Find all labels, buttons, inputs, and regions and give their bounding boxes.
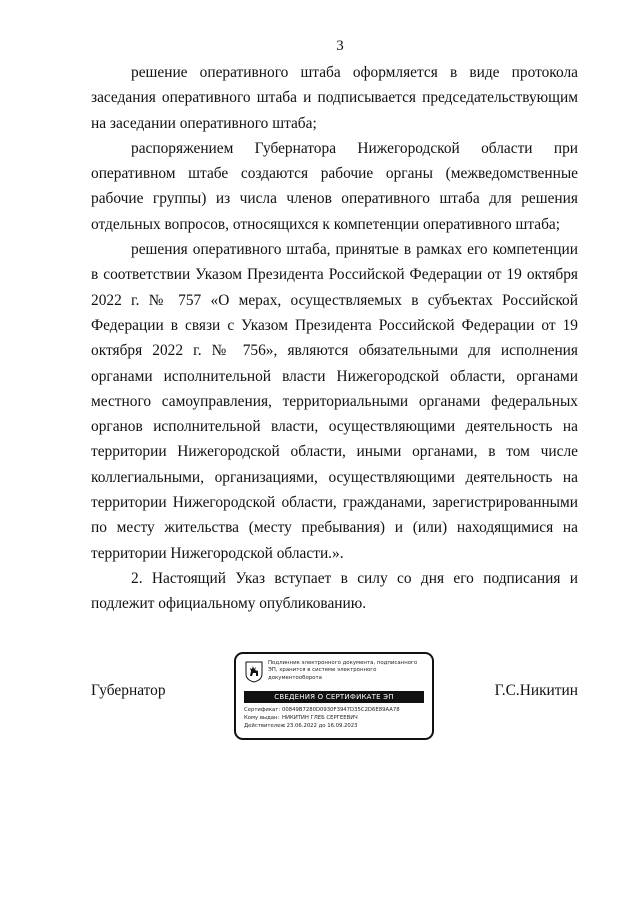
signatory-name: Г.С.Никитин: [494, 682, 578, 699]
nizhny-novgorod-deer-emblem-icon: [245, 661, 263, 683]
signature-block: [0, 650, 640, 750]
paragraph-entry-into-force: 2. Настоящий Указ вступает в силу со дня его подписания и подлежит официальному опубликованию.: [91, 569, 578, 613]
certificate-value: 00849B7280D0930F3947D35C2D6E89AA78: [282, 707, 400, 713]
issued-to-label: Кому выдан:: [244, 714, 280, 721]
signatory-title: Губернатор: [91, 682, 166, 699]
certificate-details: [244, 707, 430, 730]
validity-row: [244, 723, 430, 731]
certificate-label: Сертификат:: [244, 707, 281, 713]
paragraph-mandatory-decisions: решения оперативного штаба, принятые в рамках его компетенции в соответствии Указом Президента Российской Федерации от 19 октября 2022 г. № 757 «О мерах, осуществляемых в субъектах Российской Федерации в связи с Указом Президента Российской Федерации от 19 октября 2022 г. № 756», являются обязательными для исполнения органами исполнительной власти Нижегородской области, органами местного самоуправления, территориальными органами федеральных органов исполнительной власти, осуществляющими деятельность на территории Нижегородской области, иными органами, в том числе коллегиальными, организациями, осуществляющими деятельность на территории Нижегородской области, гражданами, зарегистрированными по месту жительства (месту пребывания) и (или) находящимися на территории Нижегородской области.».: [91, 241, 578, 562]
validity-label: Действителен:: [244, 722, 286, 729]
stamp-banner: СВЕДЕНИЯ О СЕРТИФИКАТЕ ЭП: [244, 691, 424, 703]
certificate-row: [244, 707, 430, 715]
document-body: [91, 60, 578, 617]
issued-to-row: [244, 715, 430, 723]
issued-to-value: НИКИТИН ГЛЕБ СЕРГЕЕВИЧ: [282, 714, 358, 721]
electronic-signature-stamp: [234, 652, 434, 740]
validity-value: с 23.06.2022 до 16.09.2023: [282, 722, 358, 729]
page-number: 3: [336, 38, 344, 54]
stamp-notice: Подлинник электронного документа, подписанного ЭП, хранится в системе электронного документооборота: [268, 660, 418, 681]
paragraph-working-groups: распоряжением Губернатора Нижегородской области при оперативном штабе создаются рабочие органы (межведомственные рабочие группы) из числа членов оперативного штаба для решения отдельных вопросов, относящихся к компетенции оперативного штаба;: [91, 139, 578, 233]
paragraph-protocol: решение оперативного штаба оформляется в виде протокола заседания оперативного штаба и подписывается председательствующим на заседании оперативного штаба;: [91, 64, 578, 132]
